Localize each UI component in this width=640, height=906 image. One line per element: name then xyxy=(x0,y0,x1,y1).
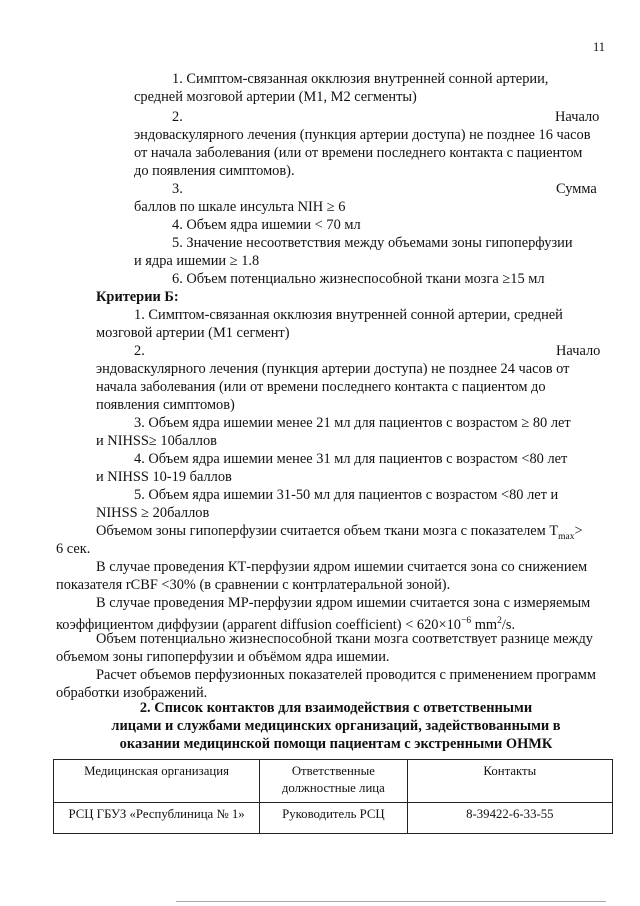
criteria-b-item-2-num: 2. xyxy=(134,343,145,359)
adc-exponent: −6 xyxy=(461,616,472,626)
adc-unit: mm xyxy=(471,616,498,633)
section-2-title-line-3: оказании медицинской помощи пациентам с экстренными ОНМК xyxy=(119,736,553,752)
table-cell-responsible: Руководитель РСЦ xyxy=(260,803,408,834)
criteria-a-item-2-line-4: до появления симптомов). xyxy=(134,163,295,179)
criteria-a-item-2-line-2: эндоваскулярного лечения (пункция артерии доступа) не позднее 16 часов xyxy=(134,127,591,143)
criteria-b-item-2-word: Начало xyxy=(556,343,601,359)
table-cell-organization: РСЦ ГБУЗ «Республиница № 1» xyxy=(54,803,260,834)
paragraph-mr-perfusion: В случае проведения МР-перфузии ядром ишемии считается зона с измеряемым xyxy=(96,595,591,611)
paragraph-ct-perfusion-cont: показателя rCBF <30% (в сравнении с контрлатеральной зоной). xyxy=(56,577,451,593)
table-header-organization: Медицинская организация xyxy=(54,760,260,803)
paragraph-viable-tissue: Объем потенциально жизнеспособной ткани мозга соответствует разнице между xyxy=(96,631,593,647)
criteria-a-item-4: 4. Объем ядра ишемии < 70 мл xyxy=(172,217,361,233)
criteria-a-item-5: 5. Значение несоответствия между объемами зоны гипоперфузии xyxy=(172,235,573,251)
paragraph-hypoperfusion-gt: > xyxy=(574,523,583,539)
criteria-b-item-4-cont: и NIHSS 10-19 баллов xyxy=(96,469,232,485)
criteria-b-item-5-cont: NIHSS ≥ 20баллов xyxy=(96,505,210,521)
criteria-a-item-6: 6. Объем потенциально жизнеспособной ткани мозга ≥15 мл xyxy=(172,271,545,287)
paragraph-viable-tissue-cont: объемом зоны гипоперфузии и объёмом ядра ишемии. xyxy=(56,649,390,665)
paragraph-calculation-cont: обработки изображений. xyxy=(56,685,208,701)
paragraph-calculation: Расчет объемов перфузионных показателей проводится с применением программ xyxy=(96,667,596,683)
table-header-contacts: Контакты xyxy=(407,760,612,803)
paragraph-hypoperfusion-cont: 6 сек. xyxy=(56,541,91,557)
tmax-subscript: max xyxy=(558,531,575,542)
criteria-a-item-5-cont: и ядра ишемии ≥ 1.8 xyxy=(134,253,260,269)
criteria-a-item-2-num: 2. xyxy=(172,109,183,125)
section-2-title-line-2: лицами и службами медицинских организаций, задействованными в xyxy=(111,718,561,734)
paragraph-hypoperfusion xyxy=(96,522,583,546)
adc-unit-exponent: 2 xyxy=(497,616,502,626)
table-header-row xyxy=(54,760,613,803)
criteria-a-item-3-num: 3. xyxy=(172,181,183,197)
criteria-a-item-2-line-3: от начала заболевания (или от времени последнего контакта с пациентом xyxy=(134,145,583,161)
section-2-title-line-1: 2. Список контактов для взаимодействия с ответственными xyxy=(139,700,533,716)
bottom-divider xyxy=(176,901,606,902)
criteria-b-item-3: 3. Объем ядра ишемии менее 21 мл для пациентов с возрастом ≥ 80 лет xyxy=(134,415,571,431)
contacts-table xyxy=(53,759,613,834)
criteria-b-item-1-cont: мозговой артерии (М1 сегмент) xyxy=(96,325,290,341)
criteria-b-item-2-line-2: эндоваскулярного лечения (пункция артерии доступа) не позднее 24 часов от xyxy=(96,361,570,377)
paragraph-ct-perfusion: В случае проведения КТ-перфузии ядром ишемии считается зона со снижением xyxy=(96,559,588,575)
criteria-b-item-3-cont: и NIHSS≥ 10баллов xyxy=(96,433,217,449)
criteria-b-item-2-line-4: появления симптомов) xyxy=(96,397,235,413)
page-number: 11 xyxy=(593,40,606,54)
criteria-a-item-3-word: Сумма xyxy=(556,181,597,197)
criteria-a-item-3-line-2: баллов по шкале инсульта NIH ≥ 6 xyxy=(134,199,346,215)
criteria-b-item-5: 5. Объем ядра ишемии 31-50 мл для пациентов с возрастом <80 лет и xyxy=(134,487,559,503)
paragraph-hypoperfusion-text: Объемом зоны гипоперфузии считается объем ткани мозга с показателем T xyxy=(96,523,559,539)
criteria-b-item-2-line-3: начала заболевания (или от времени последнего контакта с пациентом до xyxy=(96,379,546,395)
criteria-a-item-1: 1. Симптом-связанная окклюзия внутренней сонной артерии, xyxy=(172,71,549,87)
criteria-a-item-2-word: Начало xyxy=(555,109,600,125)
adc-text: коэффициентом диффузии (apparent diffusion coefficient) < 620×10 xyxy=(56,616,461,633)
criteria-b-heading: Критерии Б: xyxy=(96,289,179,305)
table-header-responsible: Ответственные должностные лица xyxy=(260,760,408,803)
criteria-b-item-4: 4. Объем ядра ишемии менее 31 мл для пациентов с возрастом <80 лет xyxy=(134,451,568,467)
table-cell-contacts: 8-39422-6-33-55 xyxy=(407,803,612,834)
criteria-a-item-1-cont: средней мозговой артерии (М1, М2 сегменты) xyxy=(134,89,417,105)
table-row xyxy=(54,803,613,834)
criteria-b-item-1: 1. Симптом-связанная окклюзия внутренней сонной артерии, средней xyxy=(134,307,563,323)
adc-unit-tail: /s. xyxy=(501,616,516,633)
